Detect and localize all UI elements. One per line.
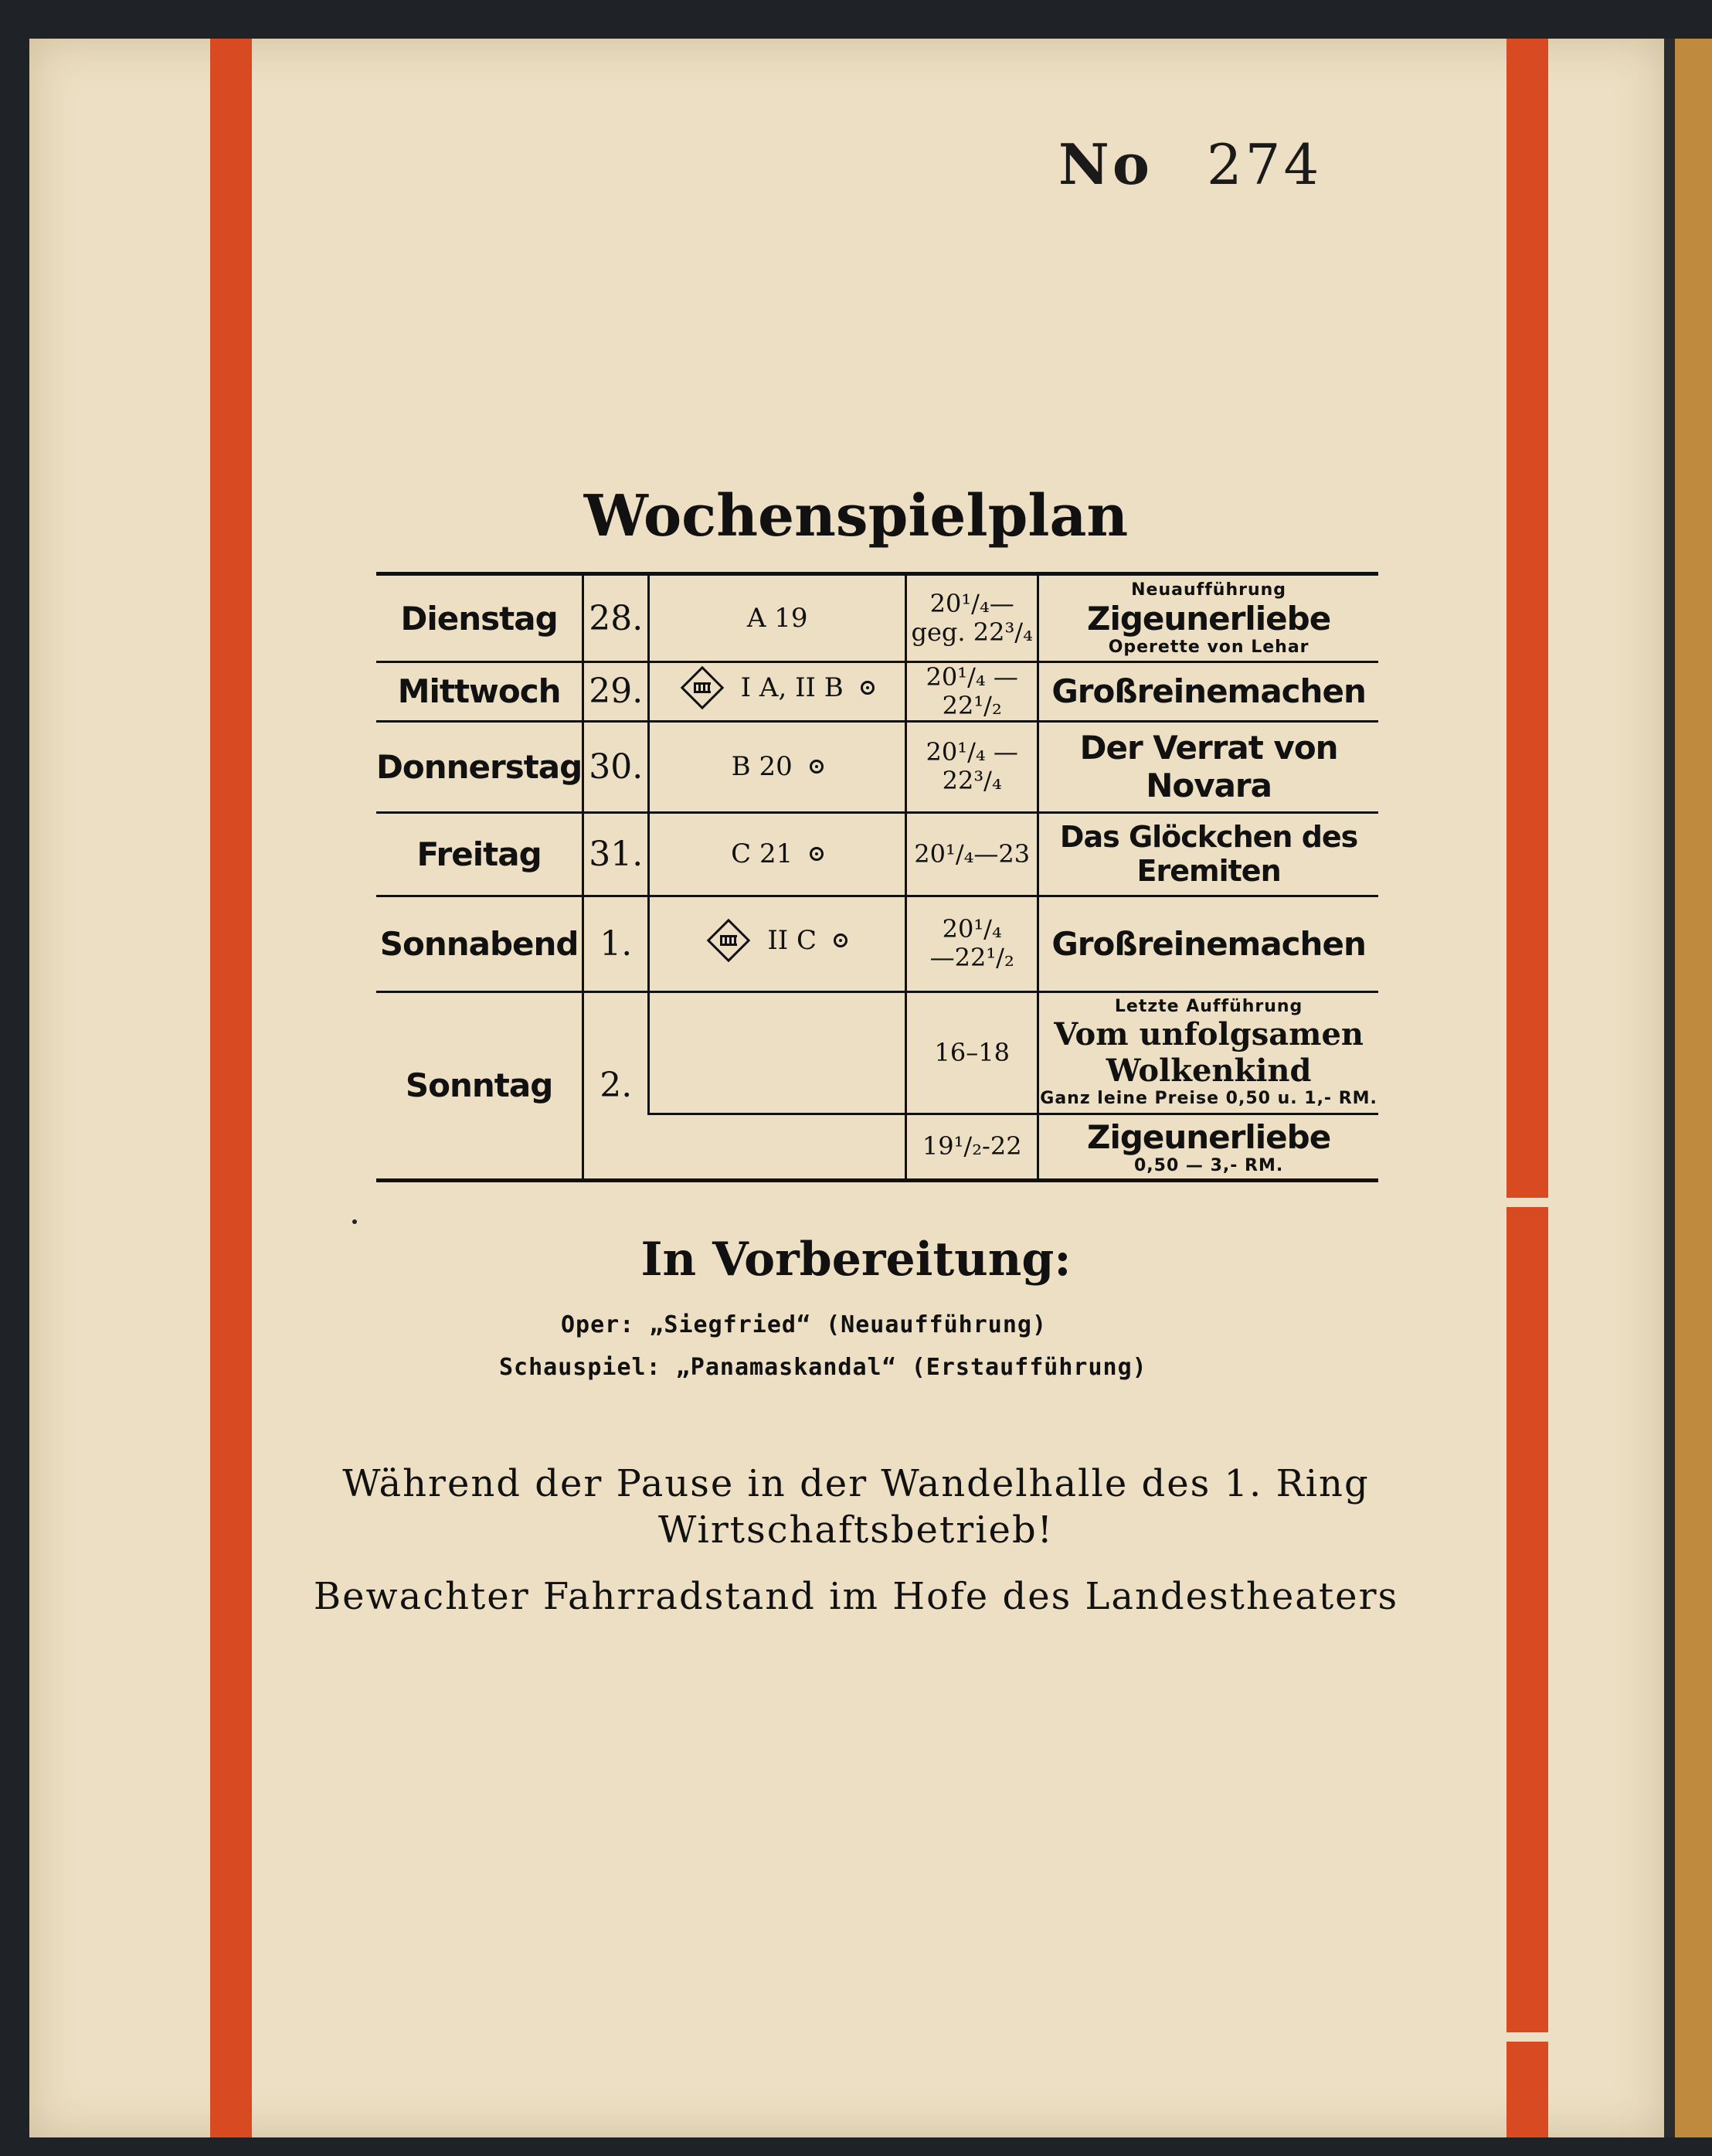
play-title: Der Verrat von Novara	[1079, 729, 1338, 805]
play-cell	[1038, 1114, 1378, 1180]
program-number	[1058, 131, 1322, 197]
intermission-notice-cont: Wirtschaftsbetrieb!	[658, 1508, 1054, 1552]
page-title: Wochenspielplan	[583, 483, 1129, 549]
time-cell	[906, 896, 1038, 991]
play-note: Ganz leine Preise 0,50 u. 1,- RM.	[1040, 1089, 1377, 1109]
day-cell: Mittwoch	[376, 662, 583, 722]
time-line: —22¹/₂	[929, 943, 1014, 973]
number-label: No	[1058, 131, 1153, 197]
ink-speck	[352, 1219, 357, 1224]
left-red-stripe	[210, 39, 252, 2137]
seat-label: I A, II B	[740, 672, 844, 704]
time-cell: 16–18	[906, 991, 1038, 1114]
time-cell	[906, 721, 1038, 812]
right-red-stripe	[1506, 39, 1548, 2137]
day-cell: Dienstag	[376, 574, 583, 662]
stripe-tear	[1506, 1198, 1548, 1207]
table-row	[376, 574, 1378, 662]
seat-label: A 19	[746, 603, 808, 634]
theater-emblem-icon	[707, 919, 750, 962]
intermission-notice: Während der Pause in der Wandelhalle des 1. Ring	[342, 1462, 1370, 1505]
play-note: 0,50 — 3,- RM.	[1133, 1155, 1284, 1175]
circle-dot-icon	[861, 681, 875, 695]
weekly-schedule-table	[376, 572, 1378, 1182]
play-title: Wolkenkind	[1106, 1052, 1312, 1090]
play-title: Großreinemachen	[1051, 672, 1366, 711]
time-line: 20¹/₄—23	[914, 838, 1031, 869]
time-line: 22¹/₂	[942, 690, 1002, 720]
seat-cell	[649, 574, 906, 662]
seat-cell	[649, 721, 906, 812]
play-title: Großreinemachen	[1051, 924, 1366, 963]
table-row	[376, 991, 1378, 1114]
stripe-tear	[1506, 2032, 1548, 2042]
theater-emblem-icon	[681, 666, 724, 709]
play-cell	[1038, 574, 1378, 662]
play-cell	[1038, 812, 1378, 896]
seat-cell	[649, 896, 906, 991]
play-title: Zigeunerliebe	[1086, 1117, 1331, 1156]
seat-cell	[649, 812, 906, 896]
date-cell: 2.	[583, 991, 649, 1180]
play-title: Vom unfolgsamen	[1054, 1016, 1364, 1053]
date-cell: 28.	[583, 574, 649, 662]
circle-dot-icon	[810, 760, 824, 774]
time-line: 20¹/₄ —	[926, 737, 1018, 767]
seat-label: B 20	[731, 751, 793, 783]
seat-label: C 21	[731, 838, 793, 870]
play-title: Zigeunerliebe	[1086, 599, 1331, 638]
seat-label: II C	[767, 924, 817, 956]
time-line: 20¹/₄ —	[926, 662, 1018, 692]
day-cell: Sonnabend	[376, 896, 583, 991]
table-row	[376, 812, 1378, 896]
seat-cell	[649, 991, 906, 1114]
play-cell	[1038, 662, 1378, 722]
time-cell	[906, 812, 1038, 896]
circle-dot-icon	[810, 847, 824, 861]
day-cell: Donnerstag	[376, 721, 583, 812]
time-line: 20¹/₄—	[929, 589, 1014, 619]
time-cell	[906, 662, 1038, 722]
play-cell	[1038, 896, 1378, 991]
time-line: geg. 22³/₄	[911, 617, 1033, 647]
table-row	[376, 662, 1378, 722]
play-cell	[1038, 991, 1378, 1114]
time-cell	[906, 574, 1038, 662]
seat-cell	[649, 662, 906, 722]
number-value: 274	[1206, 132, 1323, 197]
preparation-opera: Oper: „Siegfried“ (Neuaufführung)	[561, 1311, 1048, 1338]
page-edge	[1664, 39, 1712, 2137]
date-cell: 29.	[583, 662, 649, 722]
day-cell: Sonntag	[376, 991, 583, 1180]
time-cell: 19¹/₂-22	[906, 1114, 1038, 1180]
date-cell: 30.	[583, 721, 649, 812]
day-cell: Freitag	[376, 812, 583, 896]
time-line: 20¹/₄	[942, 914, 1002, 944]
bicycle-notice: Bewachter Fahrradstand im Hofe des Landestheaters	[313, 1575, 1399, 1618]
table-row	[376, 896, 1378, 991]
time-line: 22³/₄	[942, 766, 1002, 796]
date-cell: 31.	[583, 812, 649, 896]
table-row	[376, 721, 1378, 812]
circle-dot-icon	[834, 933, 848, 947]
play-note: Operette von Lehar	[1108, 637, 1309, 657]
date-cell: 1.	[583, 896, 649, 991]
play-note: Neuaufführung	[1131, 580, 1287, 600]
play-note: Letzte Aufführung	[1114, 997, 1303, 1017]
play-cell	[1038, 721, 1378, 812]
preparation-title: In Vorbereitung:	[640, 1233, 1072, 1287]
play-title: Das Glöckchen des Eremiten	[1059, 820, 1358, 889]
preparation-play: Schauspiel: „Panamaskandal“ (Erstaufführung)	[499, 1354, 1147, 1381]
seat-cell	[649, 1114, 906, 1180]
